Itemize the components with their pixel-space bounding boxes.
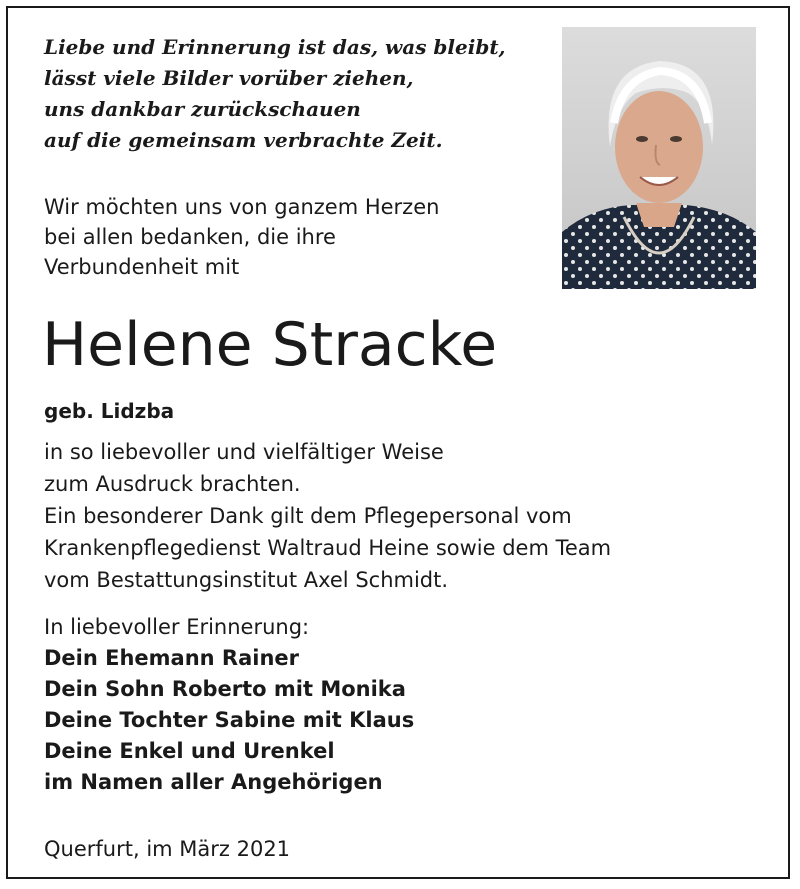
intro-line: bei allen bedanken, die ihre <box>44 225 336 249</box>
family-member: Deine Enkel und Urenkel <box>44 739 335 763</box>
thanks-text <box>44 436 611 596</box>
family-member: Dein Ehemann Rainer <box>44 646 300 670</box>
place-date: Querfurt, im März 2021 <box>44 837 291 861</box>
family-member: Deine Tochter Sabine mit Klaus <box>44 708 415 732</box>
portrait-photo <box>562 27 756 289</box>
thanks-line: in so liebevoller und vielfältiger Weise <box>44 440 444 464</box>
thanks-line: vom Bestattungsinstitut Axel Schmidt. <box>44 568 449 592</box>
thanks-line: Krankenpflegedienst Waltraud Heine sowie dem Team <box>44 536 612 560</box>
maiden-name: geb. Lidzba <box>44 399 175 423</box>
family-intro: In liebevoller Erinnerung: <box>44 615 310 639</box>
portrait-illustration <box>562 27 756 289</box>
poem-line: auf die gemeinsam verbrachte Zeit. <box>44 128 443 152</box>
poem-line: uns dankbar zurückschauen <box>44 97 361 121</box>
poem-line: lässt viele Bilder vorüber ziehen, <box>44 66 414 90</box>
intro-text <box>44 192 439 282</box>
thanks-line: zum Ausdruck brachten. <box>44 472 301 496</box>
family-member: Dein Sohn Roberto mit Monika <box>44 677 406 701</box>
thanks-line: Ein besonderer Dank gilt dem Pflegepersonal vom <box>44 504 572 528</box>
deceased-name: Helene Stracke <box>42 310 498 380</box>
family-member: im Namen aller Angehörigen <box>44 770 383 794</box>
intro-line: Verbundenheit mit <box>44 255 240 279</box>
intro-line: Wir möchten uns von ganzem Herzen <box>44 195 440 219</box>
poem-line: Liebe und Erinnerung ist das, was bleibt, <box>44 35 506 59</box>
poem <box>44 32 506 156</box>
family-signature <box>44 612 414 798</box>
